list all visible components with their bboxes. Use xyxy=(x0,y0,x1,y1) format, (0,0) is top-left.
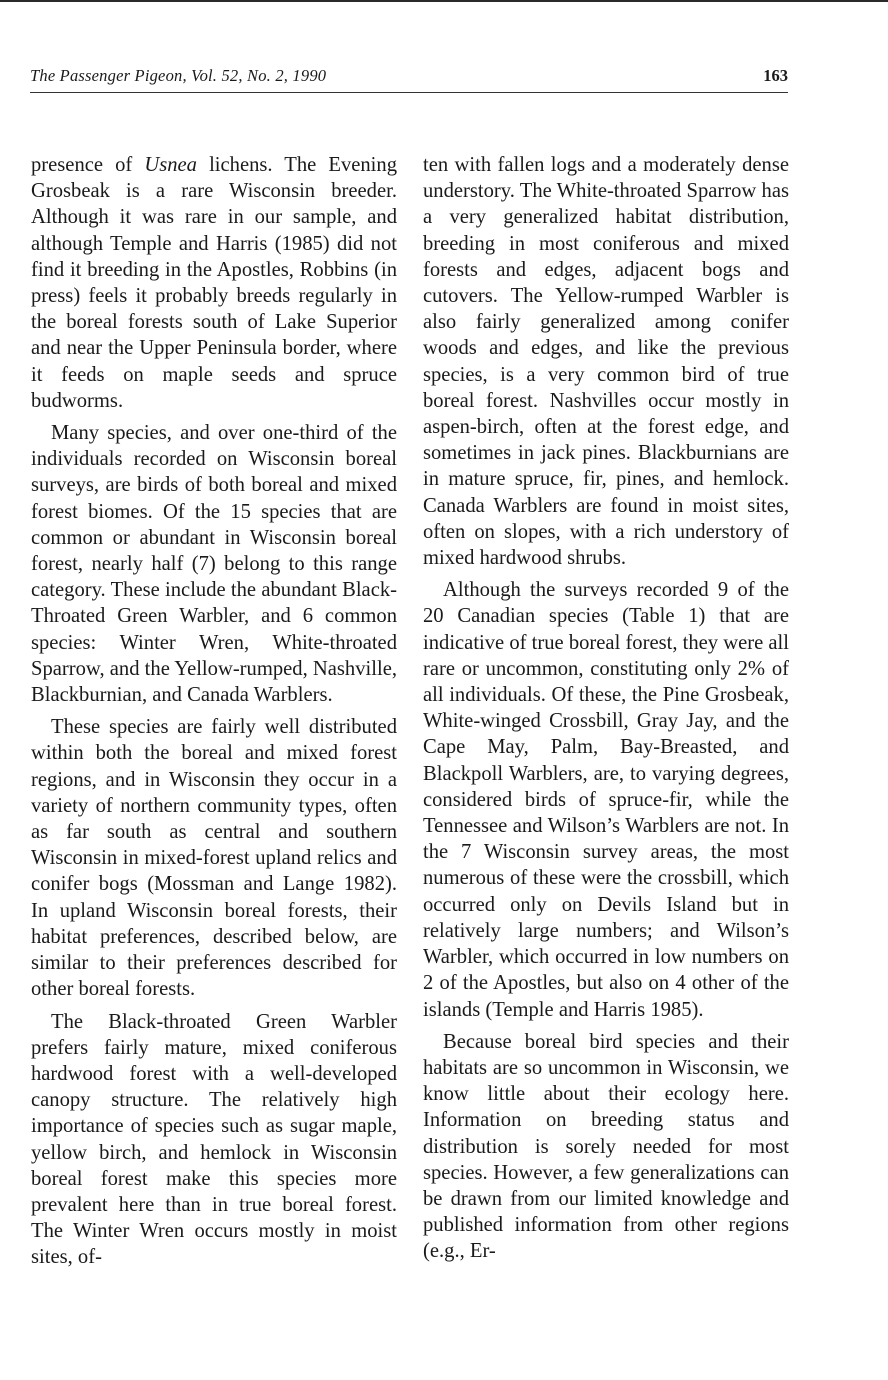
paragraph: Because boreal bird species and their habitats are so uncommon in Wisconsin, we know little about their ecology here. Information on breeding status and distribution is sorely needed for most species. However, a few generalizations can be drawn from our limited knowledge and published information from other regions (e.g., Er- xyxy=(423,1030,789,1263)
italic-term: Usnea xyxy=(144,154,197,176)
page-number: 163 xyxy=(763,66,788,85)
page-header xyxy=(30,66,788,92)
paragraph: The Black-throated Green Warbler prefers fairly mature, mixed coniferous hardwood forest with a well-developed canopy structure. The relatively high importance of species such as sugar maple, yellow birch, and hemlock in Wisconsin boreal forest make this species more prevalent here than in true boreal forest. The Winter Wren occurs mostly in moist sites, of- xyxy=(31,1010,397,1269)
paragraph-text: presence of xyxy=(31,154,145,176)
right-column xyxy=(423,152,789,1271)
header-rule xyxy=(30,92,788,93)
paragraph: These species are fairly well distributed within both the boreal and mixed forest regions, and in Wisconsin they occur in a variety of northern community types, often as far south as central and southern Wisconsin in mixed-forest upland relics and conifer bogs (Mossman and Lange 1982). In upland Wisconsin boreal forests, their habitat preferences, described below, are similar to their preferences described for other boreal forests. xyxy=(31,716,397,1001)
paragraph: Many species, and over one-third of the individuals recorded on Wisconsin boreal surveys, are birds of both boreal and mixed forest biomes. Of the 15 species that are common or abundant in Wisconsin boreal forest, nearly half (7) belong to this range category. These include the abundant Black-Throated Green Warbler, and 6 common species: Winter Wren, White-throated Sparrow, and the Yellow-rumped, Nashville, Blackburnian, and Canada Warblers. xyxy=(31,422,397,707)
paragraph: ten with fallen logs and a moderately dense understory. The White-throated Sparrow has a very generalized habitat distribution, breeding in most coniferous and mixed forests and edges, adjacent bogs and cutovers. The Yellow-rumped Warbler is also fairly generalized among conifer woods and edges, and like the previous species, is a very common bird of true boreal forest. Nashvilles occur mostly in aspen-birch, often at the forest edge, and sometimes in jack pines. Blackburnians are in mature spruce, fir, pines, and hemlock. Canada Warblers are found in moist sites, often on slopes, with a rich understory of mixed hardwood shrubs. xyxy=(423,154,789,570)
left-column xyxy=(31,152,397,1277)
paragraph xyxy=(31,152,397,414)
top-edge-rule xyxy=(0,0,888,2)
paragraph-text: lichens. The Evening Grosbeak is a rare Wisconsin breeder. Although it was rare in our sample, and although Temple and Harris (1985) did not find it breeding in the Apostles, Robbins (in press) feels it probably breeds regularly in the boreal forests south of Lake Superior and near the Upper Peninsula border, where it feeds on maple seeds and spruce budworms. xyxy=(31,154,397,412)
paragraph: Although the surveys recorded 9 of the 20 Canadian species (Table 1) that are indicative of true boreal forest, they were all rare or uncommon, constituting only 2% of all individuals. Of these, the Pine Grosbeak, White-winged Crossbill, Gray Jay, and the Cape May, Palm, Bay-Breasted, and Blackpoll Warblers, are, to varying degrees, considered birds of spruce-fir, while the Tennessee and Wilson’s Warblers are not. In the 7 Wisconsin survey areas, the most numerous of these were the crossbill, which occurred only on Devils Island but in relatively large numbers; and Wilson’s Warbler, which occurred in low numbers on 2 of the Apostles, but also on 4 other of the islands (Temple and Harris 1985). xyxy=(423,579,789,1021)
running-head: The Passenger Pigeon, Vol. 52, No. 2, 1990 xyxy=(30,66,327,85)
